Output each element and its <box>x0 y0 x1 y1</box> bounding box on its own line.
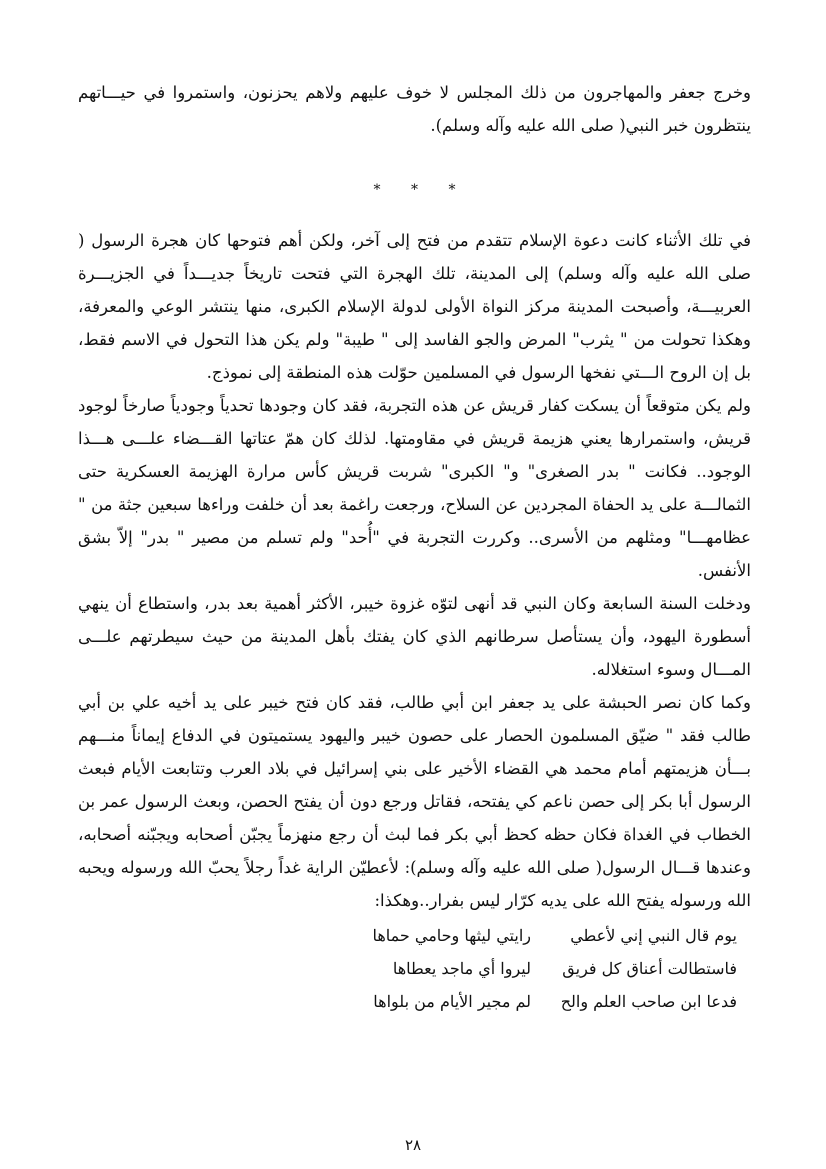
separator-star: * <box>448 182 456 198</box>
paragraph-intro: وخرج جعفر والمهاجرون من ذلك المجلس لا خوف عليهم ولاهم يحزنون، واستمروا في حيـــاتهم ينتظرون خبر النبي( صلى الله عليه وآله وسلم). <box>78 83 751 135</box>
paragraph-ali: وكما كان نصر الحبشة على يد جعفر ابن أبي طالب، فقد كان فتح خيبر على يد أخيه علي بن أبي طالب فقد " ضيّق المسلمون الحصار على حصون خيبر واليهود يستميتون في الدفاع إيماناً منـــهم بـــأن هزيمتهم أمام محمد هي القضاء الأخير على بني إسرائيل في بلاد العرب وتتابعت الأيام فبعث الرسول أبا بكر إلى حصن ناعم كي يفتحه، فقاتل ورجع دون أن يفتح الحصن، وبعث الرسول عمر بن الخطاب في الغداة فكان حظه كحظ أبي بكر فما لبث أن رجع منهزماً يجبّن أصحابه ويجبّنه أصحابه، وعندها قـــال الرسول( صلى الله عليه وآله وسلم): لأعطيّن الراية غداً رجلاً يحبّ الله ورسوله ويحبه الله ورسوله يفتح الله على يديه كرّار ليس بفرار..وهكذا: <box>78 693 751 910</box>
verse-first-hemistich: فاستطالت أعناق كل فريق <box>562 959 737 978</box>
poem-verse <box>78 919 751 952</box>
page-number: ٢٨ <box>404 1136 422 1154</box>
paragraph-hijra: في تلك الأثناء كانت دعوة الإسلام تتقدم من فتح إلى آخر، ولكن أهم فتوحها كان هجرة الرسول ( صلى الله عليه وآله وسلم) إلى المدينة، تلك الهجرة التي فتحت تاريخاً جديـــداً في الجزيـــرة العربيـــة، وأصبحت المدينة مركز النواة الأولى لدولة الإسلام الكبرى، منها ينتشر الوعي والمعرفة، وهكذا تحولت من " يثرب" المرض والجو الفاسد إلى " طيبة" ولم يكن هذا التحول في الاسم فقط، بل إن الروح الـــتي نفخها الرسول في المسلمين حوّلت هذه المنطقة إلى نموذج. <box>78 231 751 382</box>
poem <box>78 919 751 1018</box>
poem-verse <box>78 985 751 1018</box>
separator-star: * <box>411 182 418 198</box>
verse-second-hemistich: رايتي ليثها وحامي حماها <box>372 926 531 945</box>
verse-second-hemistich: ليروا أي ماجد يعطاها <box>392 959 531 978</box>
verse-first-hemistich: يوم قال النبي إني لأعطي <box>570 926 737 945</box>
verse-second-hemistich: لم مجير الأيام من بلواها <box>373 992 531 1011</box>
paragraph-quraysh: ولم يكن متوقعاً أن يسكت كفار قريش عن هذه التجربة، فقد كان وجودها تحدياً وجودياً صارخاً لوجود قريش، واستمرارها يعني هزيمة قريش في مقاومتها. لذلك كان همّ عتاتها القـــضاء علـــى هـــذا الوجود.. فكانت " بدر الصغرى" و" الكبرى" شربت قريش كأس مرارة الهزيمة العسكرية حتى الثمالـــة على يد الحفاة المجردين عن السلاح، ورجعت راغمة بعد أن خلفت وراءها سبعين جثة من " عظامهـــا" ومثلهم من الأسرى.. وكررت التجربة في "أُحد" ولم تسلم من مصير " بدر" إلاّ بشق الأنفس. <box>78 396 751 580</box>
verse-first-hemistich: فدعا ابن صاحب العلم والح <box>560 992 737 1011</box>
poem-verse <box>78 952 751 985</box>
section-separator <box>78 180 751 224</box>
paragraph-khaybar: ودخلت السنة السابعة وكان النبي قد أنهى لتوّه غزوة خيبر، الأكثر أهمية بعد بدر، واستطاع أن ينهي أسطورة اليهود، وأن يستأصل سرطانهم الذي كان يفتك بأهل المدينة من حيث سيطرتهم علـــى المـــال وسوء استغلاله. <box>78 594 751 679</box>
separator-star: * <box>373 182 381 198</box>
